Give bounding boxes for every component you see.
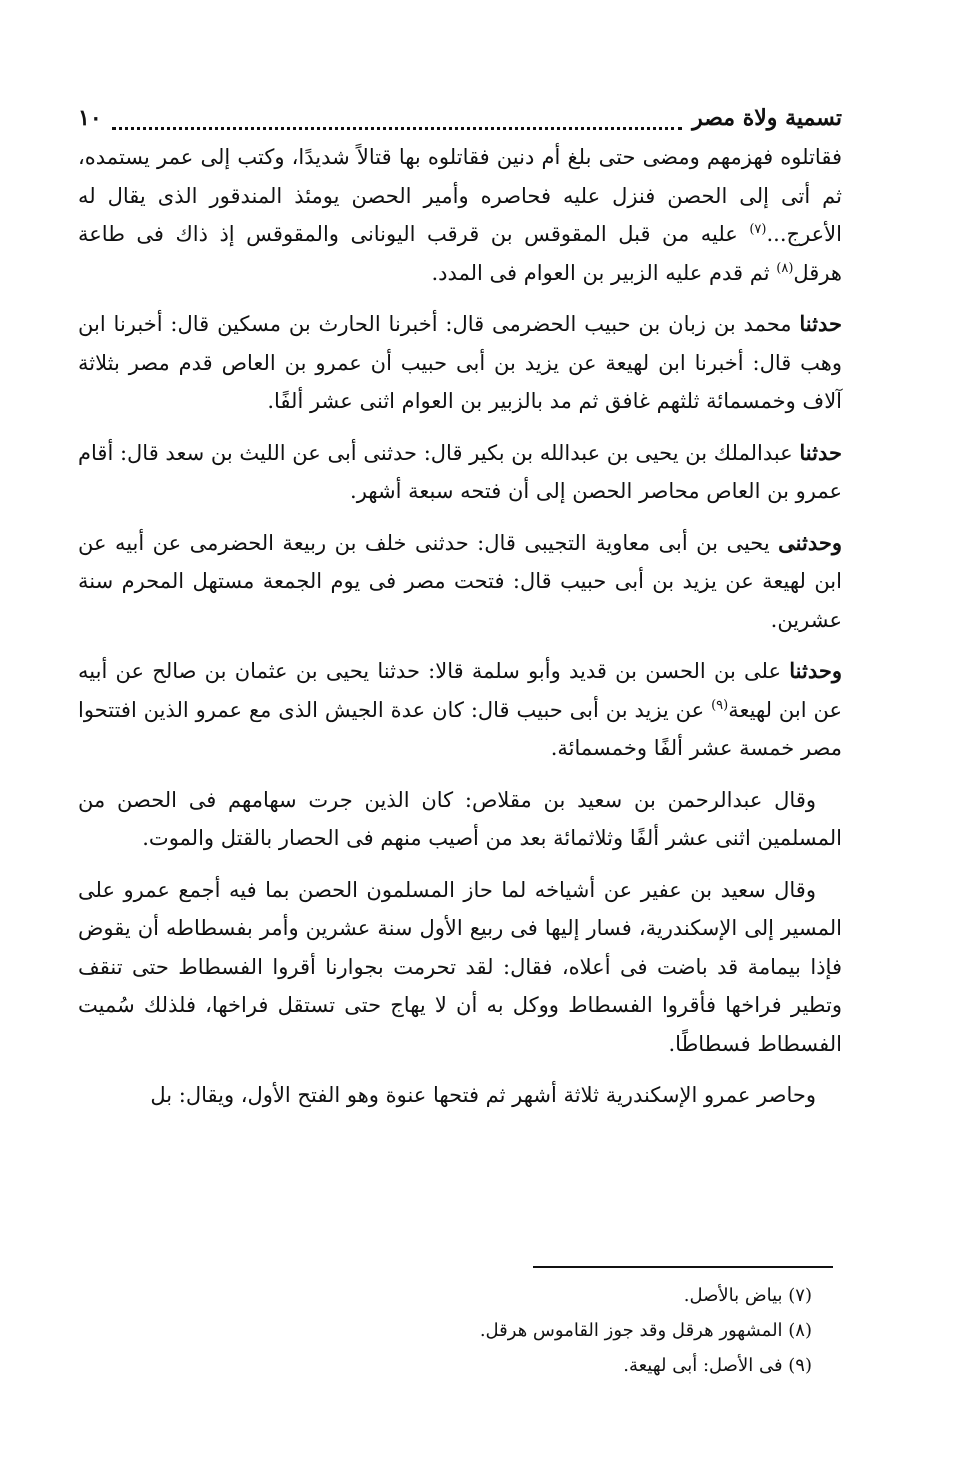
paragraph-6 — [78, 781, 842, 858]
paragraph-2 — [78, 305, 842, 421]
footnote-9: (٩) فى الأصل: أبى لهيعة. — [623, 1355, 812, 1376]
paragraph-lead: وحدثنا — [789, 658, 842, 683]
paragraph-text: وقال سعيد بن عفير عن أشياخه لما حاز المسلمون الحصن بما فيه أجمع عمرو على المسير إلى الإسكندرية، فسار إليها فى ربيع الأول سنة عشرين وأمر بفسطاطه أن يقوض فإذا بيمامة قد باضت فى أعلاه، فقال: لقد تحرمت بجوارنا أقروا الفسطاط حتى تنقف وتطير فراخها فأقروا الفسطاط ووكل به أن لا يهاج حتى تستقل فراخها، فلذلك سُميت الفسطاط فسطاطًا. — [78, 877, 842, 1056]
paragraph-8 — [78, 1076, 842, 1115]
paragraph-text: ثم قدم عليه الزبير بن العوام فى المدد. — [431, 260, 777, 285]
paragraph-1 — [78, 138, 842, 292]
paragraph-text: عبدالملك بن يحيى بن عبدالله بن بكير قال: حدثنى أبى عن الليث بن سعد قال: أقام عمرو بن العاص محاصر الحصن إلى أن فتحه سبعة أشهر. — [78, 440, 842, 503]
footnotes — [132, 1278, 812, 1383]
footnote-ref-8[interactable]: (٨) — [776, 260, 794, 276]
paragraph-text: عليه من قبل المقوقس بن قرقب اليونانى والمقوقس إذ ذاك فى طاعة هرقل — [78, 222, 842, 285]
running-header — [78, 100, 842, 136]
paragraph-text: فقاتلوه فهزمهم ومضى حتى بلغ أم دنين فقاتلوه بها قتالاً شديدًا، وكتب إلى عمر يستمده، ثم أتى إلى الحصن فنزل عليه فحاصره وأمير الحصن يومئذ المندقور الذى يقال له الأعرج... — [78, 145, 842, 246]
paragraph-text: محمد بن زبان بن حبيب الحضرمى قال: أخبرنا الحارث بن مسكين قال: أخبرنا ابن وهب قال: أخبرنا ابن لهيعة عن يزيد بن أبى حبيب أن عمرو بن العاص قدم مصر بثلاثة آلاف وخمسمائة ثلثهم غافق ثم مد بالزبير بن العوام اثنى عشر ألفًا. — [78, 312, 842, 413]
footnote-7: (٧) بياض بالأصل. — [683, 1285, 812, 1306]
footnote-8: (٨) المشهور هرقل وقد جوز القاموس هرقل. — [479, 1320, 812, 1341]
paragraph-7 — [78, 871, 842, 1064]
paragraph-4 — [78, 524, 842, 640]
paragraph-3 — [78, 434, 842, 511]
paragraph-text: عن يزيد بن أبى حبيب قال: كان عدة الجيش الذى مع عمرو الذين افتتحوا مصر خمسة عشر ألفًا وخمسمائة. — [78, 697, 842, 760]
page — [78, 100, 842, 1128]
paragraph-lead: حدثنا — [799, 439, 842, 465]
body-text — [78, 138, 842, 1115]
page-number: ١٠ — [78, 105, 102, 131]
footnote-ref-9[interactable]: (٩) — [711, 697, 729, 713]
footnote-divider — [533, 1266, 833, 1268]
paragraph-text: وحاصر عمرو الإسكندرية ثلاثة أشهر ثم فتحها عنوة وهو الفتح الأول، ويقال: بل — [150, 1083, 816, 1107]
footnote-ref-7[interactable]: (٧) — [749, 222, 767, 237]
paragraph-text: وقال عبدالرحمن بن سعيد بن مقلاص: كان الذين جرت سهامهم فى الحصن من المسلمين اثنى عشر ألفًا وثلاثمائة بعد من أصيب منهم فى الحصار بالقتل والموت. — [78, 787, 842, 850]
paragraph-text: يحيى بن أبى معاوية التجيبى قال: حدثنى خلف بن ربيعة الحضرمى عن أبيه عن ابن لهيعة عن يزيد بن أبى حبيب قال: فتحت مصر فى يوم الجمعة مستهل المحرم سنة عشرين. — [78, 530, 842, 632]
paragraph-text: على بن الحسن بن قديد وأبو سلمة قالا: حدثنا يحيى بن عثمان بن صالح عن أبيه عن ابن لهيعة — [78, 659, 842, 722]
dotted-leader — [112, 113, 682, 130]
paragraph-lead: وحدثنى — [778, 529, 842, 555]
running-title: تسمية ولاة مصر — [692, 105, 842, 131]
paragraph-5 — [78, 652, 842, 768]
paragraph-lead: حدثنا — [799, 311, 842, 336]
